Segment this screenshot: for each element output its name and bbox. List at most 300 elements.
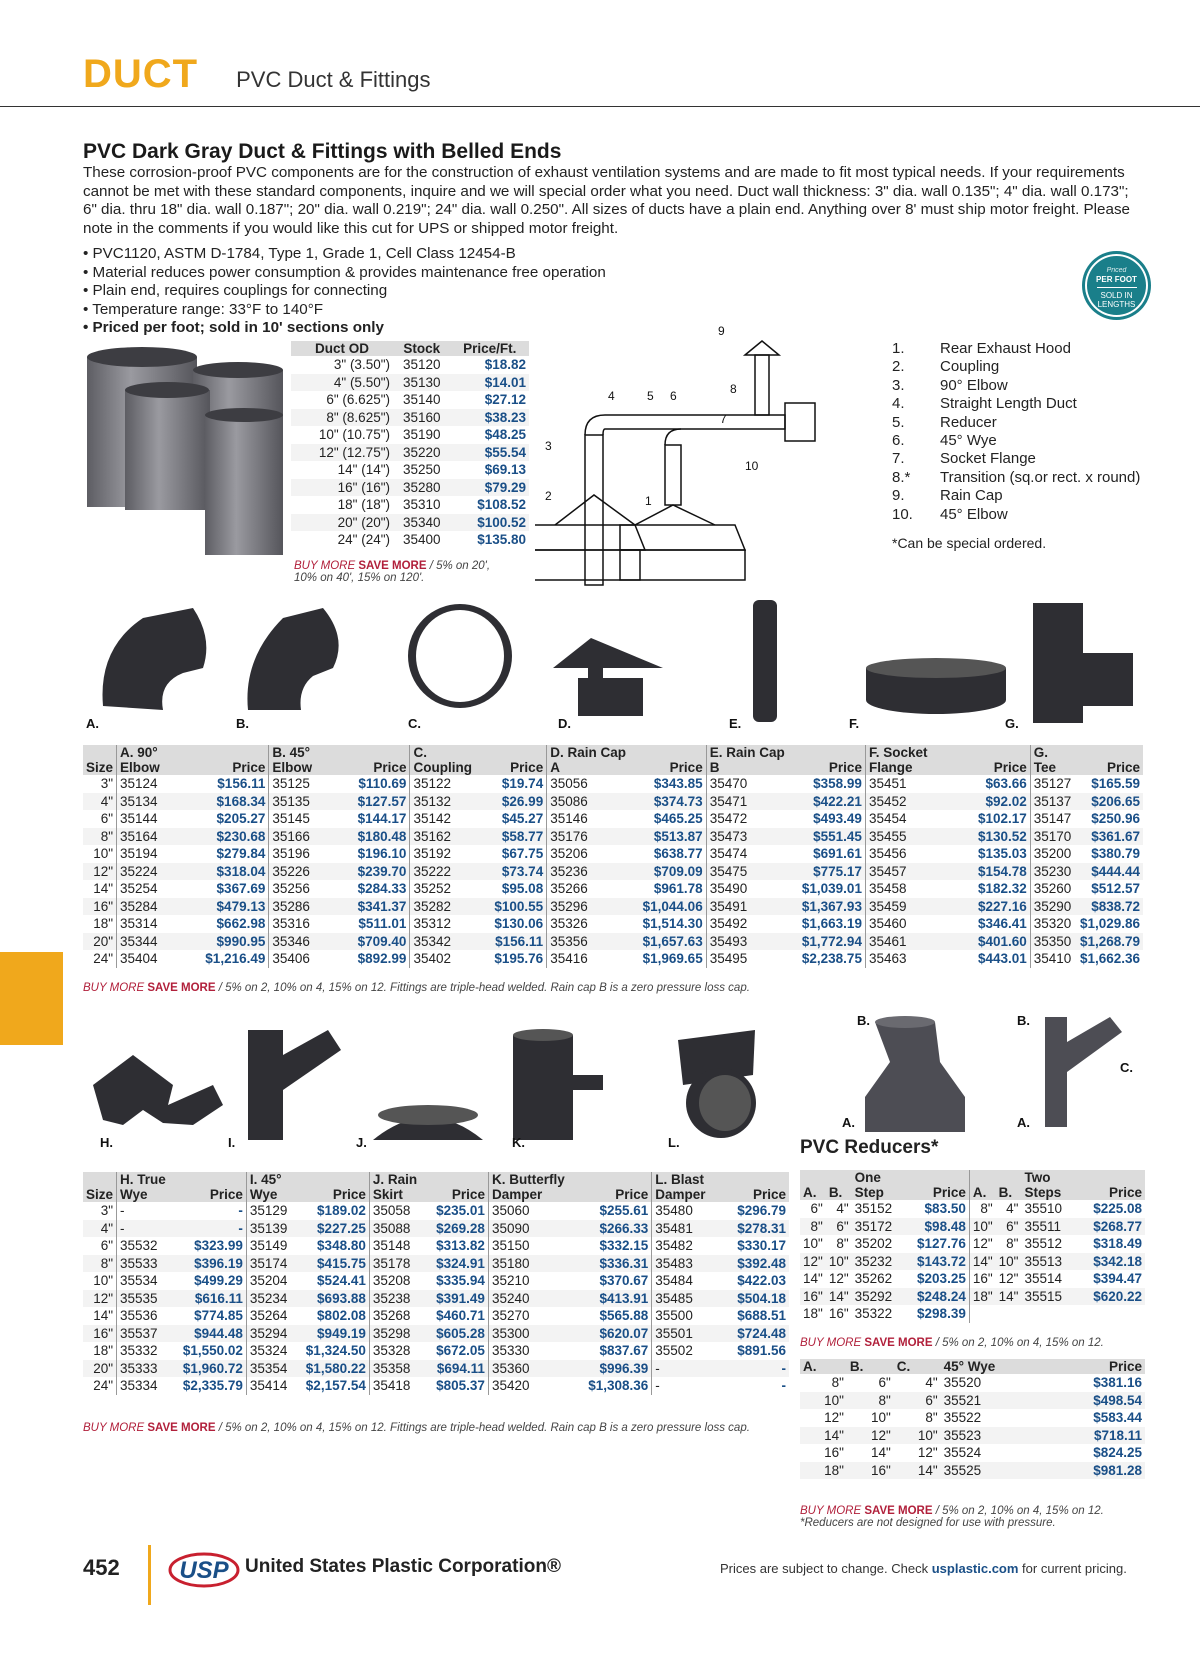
- duct-table-body: [291, 356, 529, 549]
- price-cell: $465.25: [653, 811, 703, 826]
- table-cell: 14": [93, 1308, 114, 1323]
- price-cell: $774.85: [194, 1308, 243, 1323]
- price-cell: $892.99: [357, 951, 407, 966]
- price-cell: $180.48: [355, 828, 410, 846]
- column-header: F. Socket Flange: [865, 745, 974, 775]
- table-cell: 4": [1006, 1201, 1019, 1216]
- table-cell: 35130: [393, 374, 451, 392]
- column-header: H. True Wye: [117, 1172, 180, 1202]
- price-cell: $1,044.06: [640, 898, 707, 916]
- table-cell: 35132: [410, 793, 491, 811]
- diagram-label: 9: [718, 325, 725, 338]
- price-cell: $156.11: [491, 933, 546, 951]
- price-cell: $551.45: [799, 828, 866, 846]
- price-cell: $227.16: [975, 898, 1030, 916]
- table-cell: 35406: [269, 950, 355, 968]
- table-cell: 18" (18"): [337, 497, 390, 512]
- table-cell: 14": [996, 1288, 1022, 1306]
- table-cell: [969, 1305, 995, 1323]
- column-header: B. 45° Elbow: [269, 745, 355, 775]
- table-row: [83, 828, 1143, 846]
- table-row: [800, 1218, 1145, 1236]
- fittings-table-body: [83, 775, 1143, 968]
- price-cell: $203.25: [917, 1271, 966, 1286]
- fittings2-price-table: [83, 1172, 789, 1395]
- table-cell: 35172: [852, 1218, 914, 1236]
- price-cell: $1,268.79: [1077, 933, 1143, 951]
- table-cell: 35316: [269, 915, 355, 933]
- table-cell: 35332: [117, 1342, 180, 1360]
- table-cell: 35282: [410, 898, 491, 916]
- column-header: Duct OD: [291, 341, 393, 356]
- table-cell: 12": [83, 1290, 117, 1308]
- duct-price-table: [291, 341, 529, 549]
- table-cell: 12": [824, 1410, 844, 1425]
- table-cell: 35148: [369, 1237, 433, 1255]
- price-cell: $512.57: [1091, 881, 1140, 896]
- column-header: Price/Ft.: [451, 341, 529, 356]
- table-row: [800, 1270, 1145, 1288]
- table-cell: 4" (5.50"): [291, 374, 393, 392]
- price-cell: $110.69: [358, 776, 407, 791]
- price-cell: $296.79: [737, 1203, 786, 1218]
- product-title: PVC Dark Gray Duct & Fittings with Belled Ends: [83, 140, 562, 163]
- price-cell: $250.96: [1091, 811, 1140, 826]
- table-cell: 35524: [943, 1445, 982, 1460]
- table-cell: [1021, 1305, 1090, 1323]
- image-label: A.: [1017, 1115, 1030, 1130]
- column-header: C.: [894, 1359, 941, 1374]
- table-cell: 6": [826, 1218, 852, 1236]
- column-header: B.: [826, 1170, 852, 1200]
- price-cell: $330.17: [737, 1238, 786, 1253]
- buymore-save: SAVE MORE: [147, 982, 216, 994]
- price-cell: $182.32: [977, 881, 1027, 896]
- price-cell: $130.52: [975, 828, 1030, 846]
- fittings-price-table: [83, 745, 1143, 968]
- legend-text: Socket Flange: [940, 450, 1036, 468]
- table-cell: 35124: [117, 775, 203, 793]
- column-header: Price: [180, 1172, 247, 1202]
- column-header: Price: [585, 1172, 652, 1202]
- table-cell: 18": [800, 1462, 847, 1480]
- table-cell: 35420: [488, 1377, 585, 1395]
- column-header: Price: [491, 745, 546, 775]
- price-cell: $1,216.49: [205, 951, 266, 966]
- table-cell: 35127: [1030, 775, 1077, 793]
- table-cell: 4": [83, 1220, 117, 1238]
- table-cell: 35358: [369, 1360, 433, 1378]
- buymore-save: SAVE MORE: [358, 560, 427, 572]
- table-row: [800, 1305, 1145, 1323]
- buymore-prefix: BUY MORE: [83, 982, 148, 994]
- price-cell: $95.08: [501, 881, 544, 896]
- table-cell: 20": [83, 933, 117, 951]
- column-header: Price: [303, 1172, 370, 1202]
- price-cell: $511.01: [358, 916, 407, 931]
- table-cell: 35314: [117, 915, 203, 933]
- table-cell: 35402: [410, 950, 491, 968]
- table-cell: 35238: [369, 1290, 433, 1308]
- buymore-prefix: BUY MORE: [800, 1505, 865, 1517]
- diagram-legend: [892, 340, 1140, 552]
- table-cell: 35224: [117, 863, 203, 881]
- table-cell: 20" (20"): [291, 514, 393, 532]
- table-cell: 35176: [547, 828, 640, 846]
- table-cell: 35090: [488, 1220, 585, 1238]
- reducers-price-table: [800, 1170, 1145, 1323]
- column-header: Size: [83, 1172, 117, 1202]
- table-cell: 35260: [1030, 880, 1077, 898]
- price-cell: $381.16: [1093, 1375, 1142, 1390]
- table-row: [800, 1462, 1145, 1480]
- duct-buymore-note: [294, 560, 514, 584]
- table-cell: 35286: [269, 898, 355, 916]
- diagram-label: 1: [645, 494, 652, 508]
- section-subtitle: PVC Duct & Fittings: [236, 67, 431, 92]
- price-cell: $1,308.36: [588, 1378, 649, 1393]
- table-cell: 35521: [941, 1392, 1046, 1410]
- legend-number: 7.: [892, 450, 905, 468]
- price-cell: $361.67: [1077, 828, 1143, 846]
- price-cell: $620.22: [1090, 1288, 1145, 1306]
- table-cell: 10": [800, 1392, 847, 1410]
- table-row: [291, 461, 529, 479]
- table-cell: 10": [870, 1410, 891, 1425]
- column-header: Price: [355, 745, 410, 775]
- table-row: [83, 1307, 789, 1325]
- price-cell: $718.11: [1045, 1427, 1145, 1445]
- price-cell: $493.49: [813, 811, 862, 826]
- price-cell: $284.33: [357, 881, 407, 896]
- price-cell: $230.68: [202, 828, 269, 846]
- table-cell: 35485: [652, 1290, 734, 1308]
- table-cell: 35456: [865, 845, 974, 863]
- table-cell: 10": [826, 1253, 852, 1271]
- buymore-text: / 5% on 2, 10% on 4, 15% on 12.: [932, 1505, 1104, 1517]
- table-cell: 6": [878, 1375, 891, 1390]
- fittings-buymore-note: [83, 982, 750, 994]
- price-cell: $391.49: [433, 1290, 488, 1308]
- legend-item: [892, 377, 1140, 395]
- table-row: [291, 479, 529, 497]
- price-cell: $108.52: [477, 497, 526, 512]
- price-cell: $583.44: [1093, 1410, 1142, 1425]
- legend-number: 6.: [892, 432, 905, 450]
- column-header: Price: [734, 1172, 789, 1202]
- table-cell: 35060: [488, 1202, 585, 1220]
- table-row: [800, 1374, 1145, 1392]
- image-label: B.: [1017, 1013, 1030, 1028]
- price-cell: $343.85: [653, 776, 703, 791]
- price-cell: $413.91: [585, 1290, 652, 1308]
- table-cell: 8": [83, 828, 117, 846]
- price-cell: $479.13: [202, 898, 269, 916]
- table-cell: 35232: [852, 1253, 914, 1271]
- price-cell: $255.61: [599, 1203, 649, 1218]
- table-row: [83, 793, 1143, 811]
- column-header: Price: [799, 745, 866, 775]
- table-cell: 35178: [369, 1255, 433, 1273]
- price-cell: $1,657.63: [640, 933, 707, 951]
- table-cell: 16": [969, 1270, 995, 1288]
- table-cell: 18": [969, 1288, 995, 1306]
- price-cell: $63.66: [985, 776, 1027, 791]
- table-cell: 16": [828, 1306, 849, 1321]
- price-cell: [1090, 1305, 1145, 1323]
- image-label: F.: [849, 716, 860, 731]
- table-cell: 35416: [547, 950, 640, 968]
- price-cell: $135.03: [977, 846, 1027, 861]
- price-cell: $2,335.79: [182, 1378, 243, 1393]
- price-cell: $394.47: [1093, 1271, 1142, 1286]
- price-cell: $1,663.19: [801, 916, 862, 931]
- table-cell: 35300: [488, 1325, 585, 1343]
- table-cell: 35457: [865, 863, 974, 881]
- price-cell: $802.08: [317, 1308, 366, 1323]
- table-cell: 35220: [393, 444, 451, 462]
- price-cell: $1,550.02: [182, 1343, 243, 1358]
- table-cell: 35204: [246, 1272, 302, 1290]
- feature-item: • PVC1120, ASTM D-1784, Type 1, Grade 1, Cell Class 12454-B: [83, 245, 606, 264]
- table-cell: 35149: [246, 1237, 302, 1255]
- table-cell: 35451: [865, 775, 974, 793]
- column-header: E. Rain Cap B: [706, 745, 799, 775]
- table-cell: 6" (6.625"): [326, 392, 390, 407]
- buymore-save: SAVE MORE: [864, 1505, 933, 1517]
- price-cell: $298.39: [917, 1306, 966, 1321]
- table-cell: 18": [93, 1343, 114, 1358]
- table-cell: 35340: [393, 514, 451, 532]
- price-cell: $100.55: [491, 898, 546, 916]
- table-row: [83, 845, 1143, 863]
- price-cell: $189.02: [317, 1203, 366, 1218]
- section-title: DUCT: [83, 52, 199, 96]
- table-cell: 35536: [117, 1307, 180, 1325]
- table-cell: 35333: [117, 1360, 180, 1378]
- website-link[interactable]: usplastic.com: [931, 1561, 1019, 1576]
- table-cell: 4": [925, 1375, 938, 1390]
- table-cell: 35134: [117, 793, 203, 811]
- table-cell: 35458: [865, 880, 974, 898]
- column-header: One Step: [852, 1170, 914, 1200]
- legend-number: 4.: [892, 395, 905, 413]
- table-row: [800, 1427, 1145, 1445]
- table-cell: 35226: [269, 863, 355, 881]
- price-cell: $422.21: [799, 793, 866, 811]
- table-cell: 35298: [369, 1325, 433, 1343]
- legend-item: [892, 469, 1140, 487]
- table-row: [800, 1444, 1145, 1462]
- table-cell: 35170: [1030, 828, 1077, 846]
- table-cell: 35510: [1024, 1201, 1063, 1216]
- table-cell: 35460: [865, 915, 974, 933]
- table-cell: 12": [83, 863, 117, 881]
- table-cell: 14" (14"): [337, 462, 390, 477]
- table-cell: 6": [996, 1218, 1022, 1236]
- table-row: [291, 409, 529, 427]
- table-cell: 35270: [488, 1307, 585, 1325]
- table-cell: 35472: [706, 810, 799, 828]
- price-cell: $268.77: [1090, 1218, 1145, 1236]
- table-row: [83, 1220, 789, 1238]
- table-cell: 35164: [117, 828, 203, 846]
- table-cell: 35160: [393, 409, 451, 427]
- price-cell: $165.59: [1091, 776, 1140, 791]
- table-cell: 35196: [269, 845, 355, 863]
- fittings2-buymore-note: [83, 1422, 783, 1434]
- table-cell: 35491: [706, 898, 799, 916]
- table-cell: 14": [826, 1288, 852, 1306]
- table-cell: 35356: [547, 933, 640, 951]
- column-header: Price: [202, 745, 269, 775]
- table-cell: 35326: [547, 915, 640, 933]
- table-cell: 35290: [1030, 898, 1077, 916]
- legend-item: [892, 414, 1140, 432]
- table-row: [291, 496, 529, 514]
- price-cell: $1,039.01: [801, 881, 862, 896]
- price-cell: $961.78: [653, 881, 703, 896]
- badge-line: PER FOOT: [1096, 275, 1137, 284]
- ventilation-system-diagram: [535, 325, 870, 590]
- table-cell: 35522: [943, 1410, 982, 1425]
- column-header: J. Rain Skirt: [369, 1172, 433, 1202]
- table-cell: 8": [83, 1255, 117, 1273]
- table-cell: 35292: [852, 1288, 914, 1306]
- table-cell: 35410: [1030, 950, 1077, 968]
- price-cell: $269.28: [433, 1220, 488, 1238]
- image-label: D.: [558, 716, 571, 731]
- fittings-table-header: [83, 745, 1143, 775]
- price-cell: $401.60: [975, 933, 1030, 951]
- product-description: These corrosion-proof PVC components are for the construction of exhaust ventilation systems and are made to fit most typical needs. If your requirements cannot be met with these standard components, inquire and we will special order what you need. Duct wall thickness: 3" dia. wall 0.135"; 4" dia. wall 0.173"; 6" dia. thru 18" dia. wall 0.187"; 20" dia. wall 0.219"; 24" dia. wall 0.250". All sizes of ducts have a plain end. Anything over 8' must ship motor freight. Please note in the comments if you would like this cut for UPS or shipped motor freight.: [83, 164, 1130, 237]
- column-header: A.: [800, 1359, 847, 1374]
- page-number: 452: [83, 1555, 120, 1580]
- table-cell: 35514: [1024, 1271, 1063, 1286]
- footer-divider: [148, 1545, 151, 1605]
- diagram-label: 5: [647, 389, 654, 403]
- table-cell: 8": [925, 1410, 938, 1425]
- table-cell: 35150: [488, 1237, 585, 1255]
- table-cell: 16" (16"): [291, 479, 393, 497]
- price-cell: $313.82: [436, 1238, 485, 1253]
- price-cell: $92.02: [975, 793, 1030, 811]
- price-cell: $156.11: [217, 776, 266, 791]
- badge-rule: [1097, 287, 1137, 288]
- table-cell: 20": [83, 1360, 117, 1378]
- table-cell: 35166: [269, 828, 355, 846]
- legend-text: Straight Length Duct: [940, 395, 1077, 413]
- table-cell: 35474: [706, 845, 799, 863]
- table-cell: 12": [998, 1271, 1019, 1286]
- price-cell: $83.50: [924, 1201, 966, 1216]
- price-cell: $341.37: [355, 898, 410, 916]
- buymore-text: / 5% on 20', 10% on 40', 15% on 120'.: [294, 560, 491, 584]
- reducer-wye-buymore-note: [800, 1505, 1104, 1529]
- table-row: [83, 898, 1143, 916]
- diagram-label: 3: [545, 439, 552, 453]
- table-cell: 35202: [854, 1236, 893, 1251]
- table-row: [83, 1255, 789, 1273]
- table-cell: 16": [83, 898, 117, 916]
- legend-number: 5.: [892, 413, 905, 431]
- table-cell: 16": [800, 1288, 826, 1306]
- table-cell: 35294: [246, 1325, 302, 1343]
- price-cell: $981.28: [1045, 1462, 1145, 1480]
- table-cell: [996, 1305, 1022, 1323]
- table-cell: 12": [800, 1253, 826, 1271]
- price-cell: $380.79: [1091, 846, 1140, 861]
- table-cell: 35192: [410, 845, 491, 863]
- table-cell: 35461: [865, 933, 974, 951]
- legend-text: 45° Elbow: [940, 505, 1008, 523]
- buymore-text: / 5% on 2, 10% on 4, 15% on 12. Fittings are triple-head welded. Rain cap B is a zero pressure loss cap.: [215, 1422, 750, 1434]
- image-label: B.: [236, 716, 249, 731]
- table-cell: 35418: [369, 1377, 433, 1395]
- price-cell: $55.54: [451, 444, 529, 462]
- price-cell: $318.04: [202, 863, 269, 881]
- fittings2-table-body: [83, 1202, 789, 1395]
- table-cell: 35520: [943, 1375, 982, 1390]
- table-cell: 35266: [547, 880, 640, 898]
- table-cell: 14": [894, 1462, 941, 1480]
- pricing-note: [720, 1561, 1127, 1576]
- price-cell: $79.29: [451, 479, 529, 497]
- column-header: 45° Wye: [941, 1359, 1046, 1374]
- fittings-images-row2: [83, 1025, 783, 1150]
- column-header: L. Blast Damper: [652, 1172, 734, 1202]
- legend-text: Reducer: [940, 413, 997, 431]
- table-cell: -: [652, 1360, 734, 1378]
- table-cell: 35056: [547, 775, 640, 793]
- table-cell: 35268: [369, 1307, 433, 1325]
- table-row: [83, 915, 1143, 933]
- table-cell: 35140: [403, 392, 441, 407]
- price-cell: $342.18: [1090, 1253, 1145, 1271]
- table-cell: 35342: [410, 933, 491, 951]
- table-cell: 35122: [410, 775, 491, 793]
- fittings2-table-header: [83, 1172, 789, 1202]
- table-row: [83, 810, 1143, 828]
- table-cell: -: [117, 1202, 180, 1220]
- table-cell: 35455: [865, 828, 974, 846]
- price-cell: $724.48: [734, 1325, 789, 1343]
- price-cell: $367.69: [216, 881, 266, 896]
- legend-number: 2.: [892, 358, 905, 376]
- table-cell: 8": [831, 1375, 844, 1390]
- price-cell: $48.25: [484, 427, 526, 442]
- table-cell: 35190: [403, 427, 441, 442]
- badge-line: SOLD IN: [1100, 291, 1133, 300]
- table-row: [83, 863, 1143, 881]
- price-cell: $102.17: [977, 811, 1027, 826]
- price-cell: $227.25: [303, 1220, 370, 1238]
- column-header: A.: [800, 1170, 826, 1200]
- table-row: [800, 1288, 1145, 1306]
- price-cell: $2,238.75: [801, 951, 862, 966]
- feature-item: • Temperature range: 33°F to 140°F: [83, 301, 606, 320]
- page-header: [83, 52, 430, 97]
- legend-text: 90° Elbow: [940, 376, 1008, 394]
- table-cell: 35334: [117, 1377, 180, 1395]
- price-cell: $14.01: [451, 374, 529, 392]
- table-cell: 16": [824, 1445, 844, 1460]
- reducer-images: [840, 1012, 1160, 1137]
- table-row: [291, 514, 529, 532]
- table-cell: 35206: [547, 845, 640, 863]
- table-cell: 35256: [269, 880, 355, 898]
- column-header: D. Rain Cap A: [547, 745, 640, 775]
